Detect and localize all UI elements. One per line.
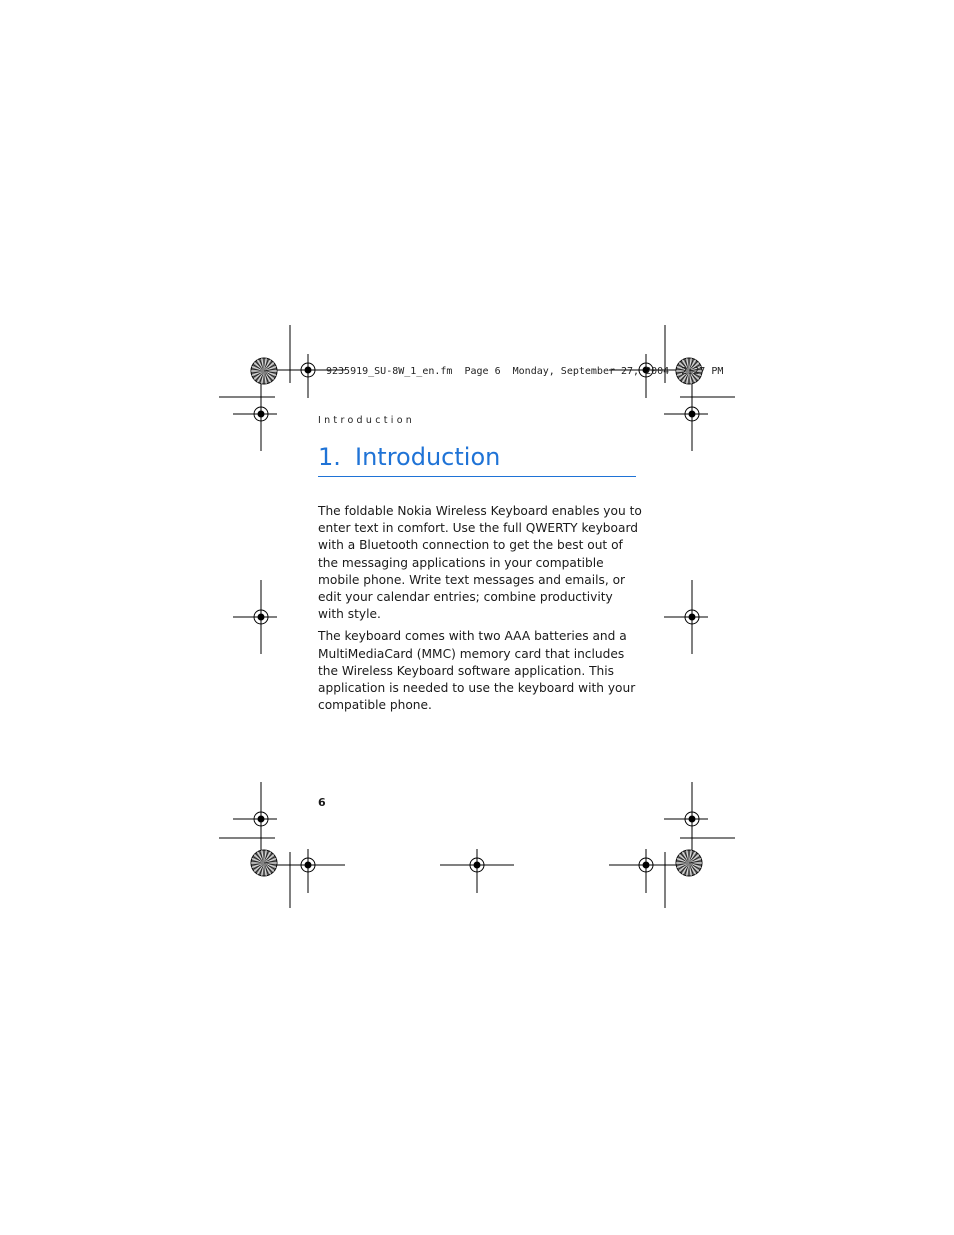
chapter-number: 1. (318, 443, 341, 471)
registration-mark (664, 782, 708, 856)
star-target (251, 850, 277, 876)
registration-mark (664, 580, 708, 654)
body-text (318, 503, 642, 719)
registration-mark (233, 377, 277, 451)
file-slug-line: 9235919_SU-8W_1_en.fm Page 6 Monday, September 27, 2004 2:27 PM (326, 366, 724, 377)
registration-mark (440, 849, 514, 893)
running-header: Introduction (318, 415, 416, 426)
star-target (676, 850, 702, 876)
registration-mark (233, 580, 277, 654)
star-target (251, 358, 277, 384)
registration-mark (233, 782, 277, 856)
chapter-title: Introduction (355, 443, 501, 471)
registration-mark (271, 849, 345, 893)
paragraph: The keyboard comes with two AAA batteries and a MultiMediaCard (MMC) memory card that includes the Wireless Keyboard software application. This application is needed to use the keyboard with your compatible phone. (318, 629, 636, 713)
chapter-heading (318, 441, 636, 477)
registration-mark (664, 377, 708, 451)
registration-mark (609, 849, 683, 893)
paragraph: The foldable Nokia Wireless Keyboard enables you to enter text in comfort. Use the full QWERTY keyboard with a Bluetooth connection to get the best out of the messaging applications in your compatible mobile phone. Write text messages and emails, or edit your calendar entries; combine productivity with style. (318, 504, 642, 622)
page-number: 6 (318, 796, 326, 809)
